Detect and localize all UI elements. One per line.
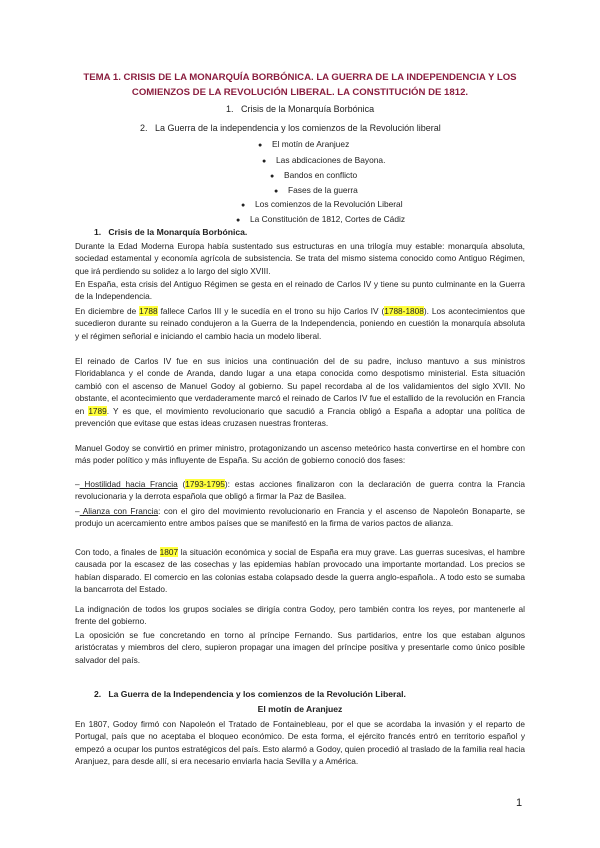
toc-text: La Guerra de la independencia y los comienzos de la Revolución liberal — [155, 123, 441, 133]
bullet-icon: ● — [236, 217, 241, 224]
paragraph: En España, esta crisis del Antiguo Régimen se gesta en el reinado de Carlos IV y tiene su punto culminante en la Guerra de la Independencia. — [75, 279, 525, 302]
toc-item-2 — [140, 123, 441, 133]
bullet-icon: ● — [262, 158, 267, 165]
highlighted-year: 1788 — [139, 306, 158, 316]
toc-number: 2. — [140, 123, 148, 133]
bullet-item: ● La Constitución de 1812, Cortes de Cádiz — [236, 214, 406, 224]
toc-item-1 — [226, 104, 374, 114]
highlighted-year: 1788-1808 — [384, 306, 424, 316]
bullet-item: ● Fases de la guerra — [274, 185, 358, 195]
subsection-title: El motín de Aranjuez — [257, 704, 343, 714]
bullet-icon: ● — [258, 142, 263, 149]
highlighted-year: 1793-1795 — [185, 479, 225, 489]
bullet-item: ● Las abdicaciones de Bayona. — [262, 155, 386, 165]
toc-number: 1. — [226, 104, 234, 114]
bullet-item: ● El motín de Aranjuez — [258, 139, 350, 149]
section-heading-1: 1. Crisis de la Monarquía Borbónica. — [94, 227, 248, 237]
page-number: 1 — [516, 797, 523, 809]
phase-item-1: – Hostilidad hacia Francia (1793-1795): estas acciones finalizaron con la declaración de guerra contra la Francia revolucionaria y la derrota española que obligó a firmar la Paz de Basilea. — [75, 479, 525, 502]
section-heading-2: 2. La Guerra de la Independencia y los comienzos de la Revolución Liberal. — [94, 689, 406, 699]
highlighted-year: 1807 — [159, 547, 179, 557]
highlighted-year: 1789 — [88, 405, 107, 416]
paragraph: Con todo, a finales de 1807 la situación económica y social de España era muy grave. Las guerras sucesivas, el hambre causada por la escasez de las cosechas y las epidemias habían provocado una importante mortandad. Los precios se habían disparado. El comercio en las colonias estaba colapsado desde la guerra anglo-española.. A todo esto se sumaba la bancarrota del Estado. — [75, 547, 525, 595]
bullet-icon: ● — [241, 202, 246, 209]
bullet-item: ● Los comienzos de la Revolución Liberal — [241, 199, 403, 209]
toc-text: Crisis de la Monarquía Borbónica — [241, 104, 375, 114]
paragraph: Durante la Edad Moderna Europa había sustentado sus estructuras en una trilogía muy estable: monarquía absoluta, sociedad estamental y economía agrícola de subsistencia. Se trata del mismo sistema conocido como Antiguo Régimen, que irá perdiendo su solidez a lo largo del siglo XVIII. — [75, 241, 525, 276]
bullet-icon: ● — [270, 173, 275, 180]
bullet-icon: ● — [274, 188, 279, 195]
paragraph: La indignación de todos los grupos sociales se dirigía contra Godoy, pero también contra los reyes, por mantenerle al frente del gobierno. — [75, 604, 525, 627]
paragraph: En 1807, Godoy firmó con Napoleón el Tratado de Fontainebleau, por el que se acordaba la invasión y el reparto de Portugal, país que no aceptaba el bloqueo económico. De esta forma, el ejército francés entró en territorio español y empezó a ocupar los puntos estratégicos del país. Esto alarmó a Godoy, quien procedió al traslado de la familia real hacia Aranjuez, para desde allí, si era necesario enviarla hacia Sevilla y a América. — [75, 719, 525, 767]
paragraph: El reinado de Carlos IV fue en sus inicios una continuación del de su padre, incluso mantuvo a sus ministros Floridablanca y el conde de Aranda, dando lugar a una etapa conocida como despotismo ministerial. Esta situación cambió con el ascenso de Manuel Godoy al gobierno. Su papel recordaba al de los validamientos del siglo XVII. No obstante, el acontecimiento que verdaderamente marcó el reinado de Carlos IV fue el estallido de la revolución en Francia en 1789. Y es que, el movimiento revolucionario que sacudió a Francia obligó a España a adoptar una política de prevención que evitase que estas ideas cruzasen nuestras fronteras. — [75, 356, 525, 429]
paragraph: La oposición se fue concretando en torno al príncipe Fernando. Sus partidarios, entre los que estaban algunos aristócratas y miembros del clero, supieron propagar una imagen del príncipe positiva y presentarle como único posible salvador del país. — [75, 630, 525, 665]
paragraph: En diciembre de 1788 fallece Carlos III y le sucedía en el trono su hijo Carlos IV (1788-1808). Los acontecimientos que sucedieron durante su reinado condujeron a la Guerra de la Independencia, poniendo en cuestión la monarquía absoluta y el régimen señorial e iniciando el cambio hacia un modelo liberal. — [75, 306, 525, 341]
phase-item-2: – Alianza con Francia: con el giro del movimiento revolucionario en Francia y el ascenso de Napoleón Bonaparte, se produjo un acercamiento entre ambos países que se manifestó en la firma de varios pactos de alianza. — [75, 506, 525, 529]
bullet-item: ● Bandos en conflicto — [270, 170, 358, 180]
document-title: TEMA 1. CRISIS DE LA MONARQUÍA BORBÓNICA. LA GUERRA DE LA INDEPENDENCIA Y LOS COMIENZOS DE LA REVOLUCIÓN LIBERAL. LA CONSTITUCIÓN DE 1812. — [83, 72, 517, 98]
paragraph: Manuel Godoy se convirtió en primer ministro, protagonizando un ascenso meteórico hasta convertirse en el hombre con más poder político y más influyente de España. Su acción de gobierno conoció dos fases: — [75, 443, 525, 466]
